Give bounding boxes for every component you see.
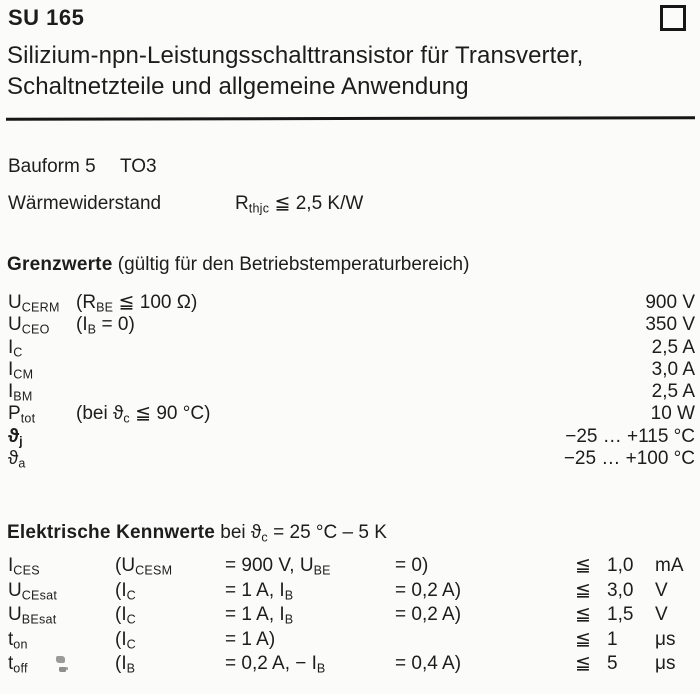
condition-value: [225, 652, 395, 677]
limit-value: 2,5 A: [651, 336, 695, 358]
subscript: C: [126, 612, 136, 627]
subscript: B: [87, 322, 97, 337]
package-row: [8, 156, 157, 178]
text: (I: [115, 579, 127, 601]
part-number-title: SU 165: [8, 5, 85, 30]
text: I: [8, 381, 14, 403]
characteristic-value: 1,5: [607, 604, 634, 626]
electrical-table: [8, 554, 695, 677]
quantity-symbol: [8, 652, 115, 677]
test-condition: [76, 381, 652, 403]
condition-value-2: [395, 652, 575, 677]
subscript: on: [13, 637, 28, 652]
text: = 900 V, U: [225, 555, 314, 576]
text: bei ϑ: [215, 522, 262, 543]
subscript: B: [316, 661, 326, 676]
test-condition: [76, 314, 645, 336]
subscript: C: [126, 587, 136, 602]
condition-value: [225, 554, 395, 579]
limit-row: [8, 314, 695, 336]
text: I: [8, 555, 14, 576]
quantity-symbol: [8, 381, 76, 403]
condition-value-2: [395, 628, 575, 653]
limits-heading-bold: Grenzwerte: [7, 254, 113, 275]
condition-value: [225, 603, 395, 628]
text: t: [8, 653, 14, 675]
text: (bei ϑ: [76, 403, 124, 425]
header-divider: [6, 116, 695, 120]
subscript: C: [13, 344, 23, 359]
text: ϑ: [8, 425, 20, 447]
text: ≦ 90 °C): [129, 403, 211, 425]
condition-value-2: [395, 603, 575, 628]
quantity-symbol: [8, 603, 115, 628]
electrical-row: [8, 603, 695, 628]
condition-symbol: [115, 652, 225, 677]
device-description: [7, 40, 583, 102]
subscript: tot: [20, 411, 36, 426]
limit-row: [8, 292, 695, 314]
characteristic-value: 3,0: [607, 579, 634, 601]
subscript: CES: [13, 563, 40, 578]
device-description-line1: Silizium-npn-Leistungsschalttransistor für Transverter,: [7, 42, 584, 69]
limit-row: [8, 426, 695, 448]
condition-symbol: [115, 603, 225, 628]
limit-row: [8, 337, 695, 359]
subscript: thjc: [248, 201, 270, 216]
characteristic-value: 5: [607, 653, 618, 675]
text: U: [8, 292, 22, 313]
electrical-heading-bold: Elektrische Kennwerte: [7, 522, 216, 543]
limits-heading-rest: (gültig für den Betriebstemperaturbereich): [112, 254, 470, 275]
subscript: j: [19, 434, 23, 449]
subscript: B: [126, 661, 136, 676]
limit-value: −25 … +100 °C: [563, 448, 695, 470]
text: U: [8, 604, 22, 626]
electrical-section-heading: [7, 522, 387, 544]
text: = 0): [395, 555, 429, 576]
test-condition: [76, 292, 645, 314]
quantity-symbol: [8, 292, 76, 314]
text: U: [8, 579, 22, 601]
text: (R: [76, 292, 97, 313]
text: (I: [115, 604, 127, 626]
text: = 1 A, I: [225, 579, 285, 601]
subscript: a: [18, 456, 26, 471]
text: (I: [76, 314, 88, 336]
subscript: BE: [313, 563, 331, 578]
quantity-symbol: [8, 628, 115, 653]
test-condition: [76, 448, 564, 470]
text: = 1 A): [225, 628, 276, 650]
text: = 0,2 A, − I: [225, 653, 317, 675]
text: (I: [115, 653, 127, 675]
thermal-resistance-row: [8, 192, 363, 215]
condition-symbol: [115, 579, 225, 604]
electrical-row: [8, 579, 695, 604]
electrical-row: [8, 628, 695, 653]
text: ϑ: [8, 448, 19, 470]
quantity-symbol: [8, 314, 76, 336]
text: (I: [115, 628, 127, 650]
electrical-heading-rest: [215, 522, 387, 543]
text: P: [8, 403, 21, 425]
subscript: CEsat: [21, 587, 58, 602]
limit-value: 2,5 A: [651, 381, 695, 403]
subscript: CERM: [21, 300, 60, 315]
characteristic-unit: V: [655, 604, 668, 626]
characteristic-unit: V: [655, 579, 668, 601]
condition-symbol: [115, 628, 225, 653]
condition-value-2: [395, 579, 575, 604]
text: ≦ 2,5 K/W: [269, 193, 364, 214]
limits-section-heading: [7, 254, 469, 276]
electrical-row: [8, 554, 695, 579]
subscript: CM: [13, 367, 34, 382]
thermal-resistance-label: Wärmewiderstand: [8, 193, 162, 214]
quantity-symbol: [8, 359, 76, 381]
test-condition: [76, 426, 565, 448]
text: R: [235, 193, 249, 214]
text: U: [8, 314, 22, 336]
characteristic-unit: μs: [655, 628, 676, 650]
condition-value-2: [395, 554, 575, 579]
limit-row: [8, 403, 695, 425]
quantity-symbol: [8, 554, 115, 579]
subscript: c: [261, 530, 268, 545]
condition-value: [225, 628, 395, 653]
relation-symbol: ≦: [575, 555, 591, 576]
subscript: B: [284, 587, 294, 602]
text: I: [8, 336, 14, 358]
subscript: c: [123, 411, 130, 426]
characteristic-unit: mA: [655, 555, 684, 576]
test-condition: [76, 337, 652, 359]
text: = 0): [96, 314, 135, 336]
quantity-symbol: [8, 579, 115, 604]
package-value: TO3: [120, 156, 157, 177]
page-marker-square-icon: [660, 5, 686, 31]
quantity-symbol: [8, 337, 76, 359]
limit-row: [8, 448, 695, 470]
limit-value: 3,0 A: [651, 358, 695, 380]
subscript: off: [13, 661, 28, 676]
text: = 1 A, I: [225, 604, 285, 626]
relation-symbol: ≦: [575, 628, 591, 650]
text: ≦ 100 Ω): [113, 292, 198, 313]
relation-symbol: ≦: [575, 604, 591, 626]
text: t: [8, 628, 14, 650]
text: (U: [115, 555, 136, 576]
limit-row: [8, 381, 695, 403]
subscript: C: [126, 637, 136, 652]
relation-symbol: ≦: [575, 653, 591, 675]
limit-value: −25 … +115 °C: [565, 425, 695, 447]
condition-symbol: [115, 554, 225, 579]
thermal-resistance-formula: [235, 193, 363, 214]
quantity-symbol: [8, 426, 76, 448]
characteristic-value: 1: [607, 628, 618, 650]
subscript: BM: [13, 389, 33, 404]
subscript: BE: [96, 300, 114, 315]
test-condition: [76, 359, 652, 381]
limit-value: 350 V: [645, 314, 695, 336]
test-condition: [76, 403, 651, 425]
limit-value: 10 W: [650, 403, 695, 425]
subscript: CESM: [135, 563, 173, 578]
quantity-symbol: [8, 448, 76, 470]
subscript: CEO: [21, 322, 50, 337]
condition-value: [225, 579, 395, 604]
limit-row: [8, 359, 695, 381]
text: = 0,2 A): [395, 579, 462, 601]
text: = 0,2 A): [395, 604, 462, 626]
subscript: BEsat: [21, 612, 57, 627]
limit-value: 900 V: [645, 292, 695, 313]
package-label: Bauform 5: [8, 156, 96, 177]
characteristic-value: 1,0: [607, 555, 634, 576]
text: = 0,4 A): [395, 653, 462, 675]
relation-symbol: ≦: [575, 579, 591, 601]
characteristic-unit: μs: [655, 653, 676, 675]
text: I: [8, 358, 14, 380]
electrical-row: [8, 652, 695, 677]
quantity-symbol: [8, 403, 76, 425]
ink-smudge-artifact: [56, 656, 65, 663]
limits-table: [8, 292, 695, 470]
text: = 25 °C – 5 K: [267, 522, 387, 543]
subscript: B: [284, 612, 294, 627]
device-description-line2: Schaltnetzteile und allgemeine Anwendung: [7, 73, 469, 100]
